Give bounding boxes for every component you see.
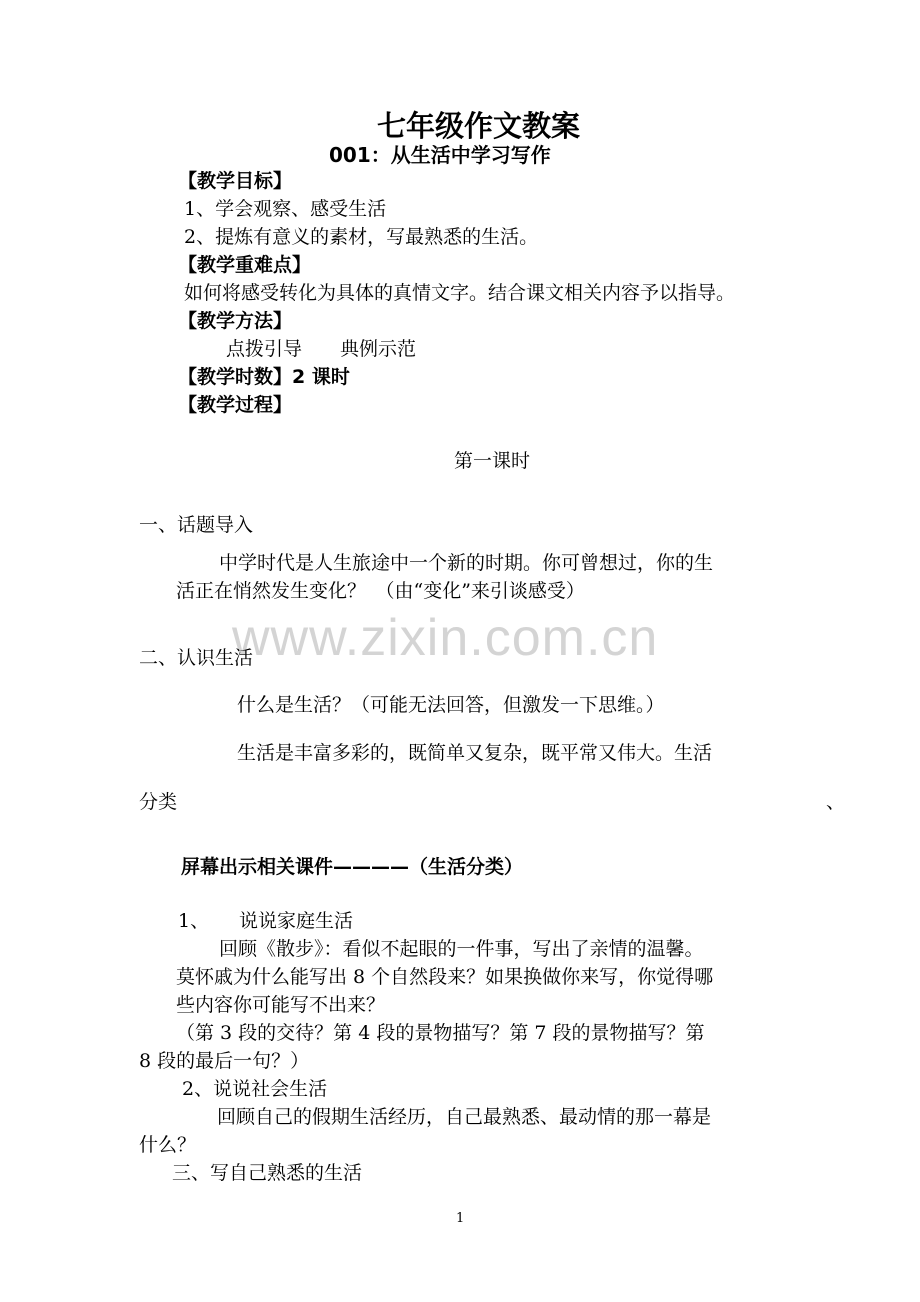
screen-note: 屏幕出示相关课件————（生活分类） [181, 856, 524, 878]
item-1-line-1: 回顾《散步》：看似不起眼的一件事，写出了亲情的温馨。 [219, 938, 704, 960]
section-1-line-1: 中学时代是人生旅途中一个新的时期。你可曾想过，你的生 [219, 552, 714, 574]
objective-1: 1、学会观察、感受生活 [184, 198, 387, 220]
item-1-line-4: （第 3 段的交待？第 4 段的景物描写？第 7 段的景物描写？第 [176, 1022, 705, 1044]
document-title: 七年级作文教案 [377, 109, 581, 143]
section-1-heading: 一、话题导入 [139, 514, 254, 536]
hours-line: 【教学时数】2 课时 [178, 366, 350, 388]
item-2-line-2: 什么？ [139, 1134, 197, 1156]
key-points-text: 如何将感受转化为具体的真情文字。结合课文相关内容予以指导。 [184, 282, 736, 304]
item-1-line-5: 8 段的最后一句？） [139, 1050, 310, 1072]
item-2-line-1: 回顾自己的假期生活经历，自己最熟悉、最动情的那一幕是 [217, 1106, 712, 1128]
key-points-heading: 【教学重难点】 [178, 254, 312, 276]
watermark: www.zixin.com.cn [232, 609, 659, 667]
lesson-subtitle: 001：从生活中学习写作 [329, 143, 551, 167]
section-2-question: 什么是生活？（可能无法回答，但激发一下思维。） [237, 694, 665, 716]
page-number: 1 [456, 1211, 465, 1226]
section-2-line-1: 生活是丰富多彩的，既简单又复杂，既平常又伟大。生活 [237, 742, 713, 764]
methods-heading: 【教学方法】 [178, 310, 293, 332]
item-2-title: 2、说说社会生活 [182, 1078, 328, 1100]
item-1-line-3: 些内容你可能写不出来？ [176, 994, 386, 1016]
section-2-heading: 二、认识生活 [139, 647, 254, 669]
section-2-trailing-mark: 、 [826, 791, 846, 813]
objective-2: 2、提炼有意义的素材，写最熟悉的生活。 [184, 226, 539, 248]
item-1-title: 说说家庭生活 [239, 910, 354, 932]
item-1-line-2: 莫怀戚为什么能写出 8 个自然段来？如果换做你来写，你觉得哪 [176, 966, 714, 988]
section-2-line-2: 分类 [139, 791, 178, 813]
objectives-heading: 【教学目标】 [178, 170, 293, 192]
process-heading: 【教学过程】 [178, 394, 293, 416]
lesson-one-heading: 第一课时 [454, 450, 531, 472]
section-3-heading: 三、写自己熟悉的生活 [172, 1162, 363, 1184]
methods-text: 点拨引导 典例示范 [226, 338, 417, 360]
section-1-line-2: 活正在悄然发生变化？ （由“变化”来引谈感受） [176, 580, 585, 602]
item-1-number: 1、 [178, 910, 210, 932]
